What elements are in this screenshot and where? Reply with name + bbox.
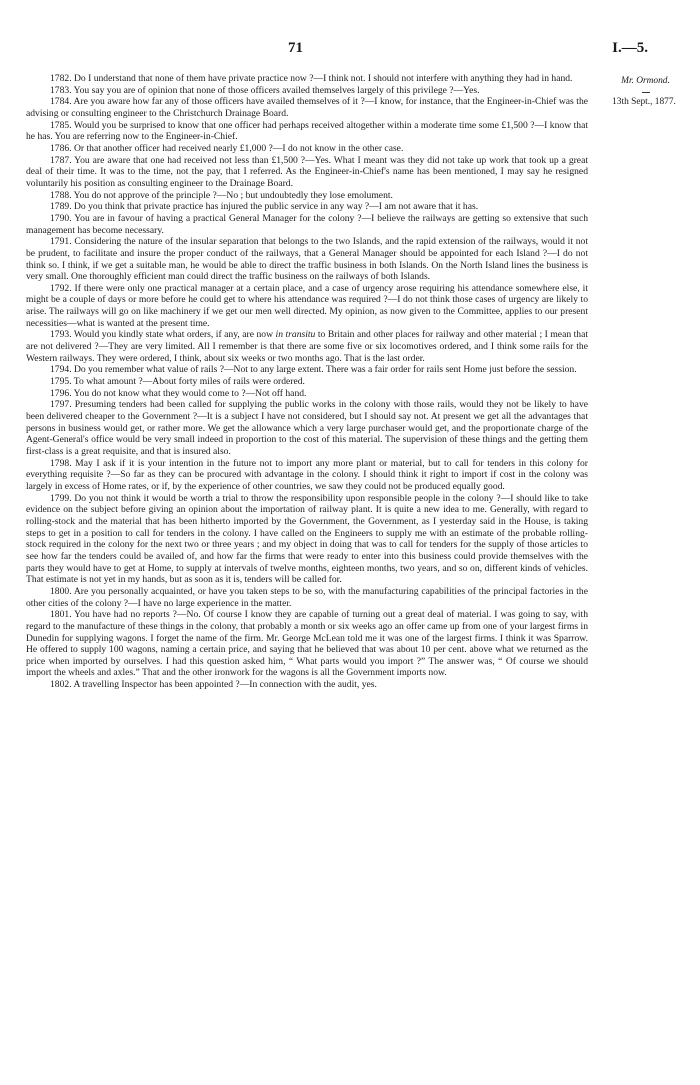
paragraph-1783: 1783. You say you are of opinion that none of those officers availed themselves largely of this privilege ?—Yes. bbox=[50, 84, 480, 96]
paragraph-1787: 1787. You are aware that one had received not less than £1,500 ?—Yes. What I meant was they did not take up work that took up a great deal of their time. It was to the time, not the pay, that I referred. As the Engineer-in-Chief's name has been mentioned, I may say he resigned voluntarily his position as consulting engineer to the Drainage Board. bbox=[26, 154, 588, 189]
paragraph-1801: 1801. You have had no reports ?—No. Of course I know they are capable of turning out a great deal of material. I was going to say, with regard to the manufacture of these things in the colony, that probably a month or six weeks ago an offer came up from one of your largest firms in Dunedin for supplying wagons. I forget the name of the firm. Mr. George McLean told me it was one of the largest firms. I think it was Sparrow. He offered to supply 100 wagons, naming a certain price, and saying that he believed that was about 10 per cent. above what we returned as the price when imported by ourselves. I had this question asked him, “ What parts would you import ?” The answer was, “ Of course we should import the wheels and axles.” That and the other ironwork for the wagons is all the Government imports now. bbox=[26, 609, 588, 679]
paragraph-1802: 1802. A travelling Inspector has been appointed ?—In connection with the audit, yes. bbox=[50, 679, 377, 691]
paragraph-1788: 1788. You do not approve of the principle ?—No ; but undoubtedly they lose emolument. bbox=[50, 189, 393, 201]
paragraph-1789: 1789. Do you think that private practice has injured the public service in any way ?—I am not aware that it has. bbox=[50, 201, 479, 213]
document-reference: I.—5. bbox=[612, 40, 648, 56]
paragraph-1793 bbox=[26, 329, 588, 364]
page-number: 71 bbox=[288, 40, 303, 56]
evidence-date: 13th Sept., 1877. bbox=[612, 97, 676, 107]
paragraph-1793-italic: in transitu bbox=[275, 329, 316, 341]
paragraph-1795: 1795. To what amount ?—About forty miles of rails were ordered. bbox=[50, 376, 305, 388]
paragraph-1796: 1796. You do not know what they would come to ?—Not off hand. bbox=[50, 387, 307, 399]
paragraph-1800: 1800. Are you personally acquainted, or have you taken steps to be so, with the manufacturing capabilities of the principal factories in the other cities of the colony ?—I have no large experience in the matter. bbox=[26, 585, 588, 609]
paragraph-1790: 1790. You are in favour of having a practical General Manager for the colony ?—I believe the railways are getting so extensive that such management has become necessary. bbox=[26, 212, 588, 236]
paragraph-1798: 1798. May I ask if it is your intention in the future not to import any more plant or material, but to call for tenders in this colony for everything requisite ?—So far as they can be procured with advantage in the colony. I should think it right to import if cost in the colony was largely in excess of Home rates, or if, by the experience of other countries, we saw they could not be produced equally good. bbox=[26, 457, 588, 492]
paragraph-1792: 1792. If there were only one practical manager at a certain place, and a case of urgency arose requiring his attendance somewhere else, it might be a couple of days or more before he could get to where his attendance was required ?—I do not think those cases of urgency are likely to arise. The railways will go on like machinery if we get our men well directed. My opinion, as now given to the Committee, applies to our present necessities—what is wanted at the present time. bbox=[26, 282, 588, 329]
paragraph-1785: 1785. Would you be surprised to know that one officer had perhaps received altogether within a moderate time some £1,500 ?—I know that he has. You are referring now to the Engineer-in-Chief. bbox=[26, 119, 588, 143]
paragraph-1782: 1782. Do I understand that none of them have private practice now ?—I think not. I should not interfere with anything they had in hand. bbox=[50, 73, 573, 84]
evidence-body bbox=[26, 73, 588, 691]
paragraph-1797: 1797. Presuming tenders had been called for supplying the public works in the colony with those rails, would they not be likely to have been delivered cheaper to the Government ?—It is a subject I have not considered, but I should say not. At present we get all the advantages that persons in business would get, or rather more. We get the allowance which a very large purchaser would get, and the proportionate charge of the Agent-General's office would be very small indeed in proportion to the cost of this material. The supervision of these things and the getting them first-class is a great requisite, and that is insured also. bbox=[26, 399, 588, 457]
paragraph-1786: 1786. Or that another officer had received nearly £1,000 ?—I do not know in the other case. bbox=[50, 142, 404, 154]
paragraph-1799: 1799. Do you not think it would be worth a trial to throw the responsibility upon responsible people in the colony ?—I should like to take evidence on the subject before giving an opinion about the importation of railway plant. It is quite a new idea to me. Generally, with regard to rolling-stock and the material that has been hitherto imported by the Government, the Government, as I yesterday said in the House, is taking steps to get in a position to call for tenders in the colony. I have called on the Engineers to supply me with an estimate of the probable rolling-stock required in the colony for the next two or three years ; and my object in doing that was to call for tenders for the supply of those articles to see how far the tenders could be availed of, and how far the firms that were ready to enter into this business could provide themselves with the parts they would have to get at Home, to supply at intervals of twelve months, eighteen months, two years, and so on, different kinds of vehicles. That estimate is not yet in my hands, but as soon as it is, tenders will be called for. bbox=[26, 492, 588, 586]
paragraph-1794: 1794. Do you remember what value of rails ?—Not to any large extent. There was a fair order for rails sent Home just before the session. bbox=[50, 364, 577, 376]
paragraph-1791: 1791. Considering the nature of the insular separation that belongs to the two Islands, and the rapid extension of the railways, would it not be prudent, to facilitate and insure the proper conduct of the railways, that a General Manager should be appointed for each Island ?—I do not think so. I think, if we get a suitable man, he would be able to direct the traffic business in both Islands. On the North Island lines the business is very small. One thoroughly efficient man could direct the traffic business on the railways of both Islands. bbox=[26, 236, 588, 283]
paragraph-1793-end: to Britain and other places for railway and other material ; I mean that are not delivered ?—They are very limited. All I remember is that there are some five or six locomotives ordered, and I think some rails for the Western railways. They were ordered, I think, about six weeks or two months ago. That is the last order. bbox=[26, 329, 589, 364]
sidebar-divider bbox=[642, 92, 650, 93]
paragraph-1793-start: 1793. Would you kindly state what orders, if any, are now bbox=[50, 329, 276, 341]
witness-name: Mr. Ormond. bbox=[621, 76, 670, 86]
paragraph-1784: 1784. Are you aware how far any of those officers have availed themselves of it ?—I know, for instance, that the Engineer-in-Chief was the advising or consulting engineer to the Christchurch Drainage Board. bbox=[26, 96, 588, 119]
page-header bbox=[0, 40, 700, 60]
